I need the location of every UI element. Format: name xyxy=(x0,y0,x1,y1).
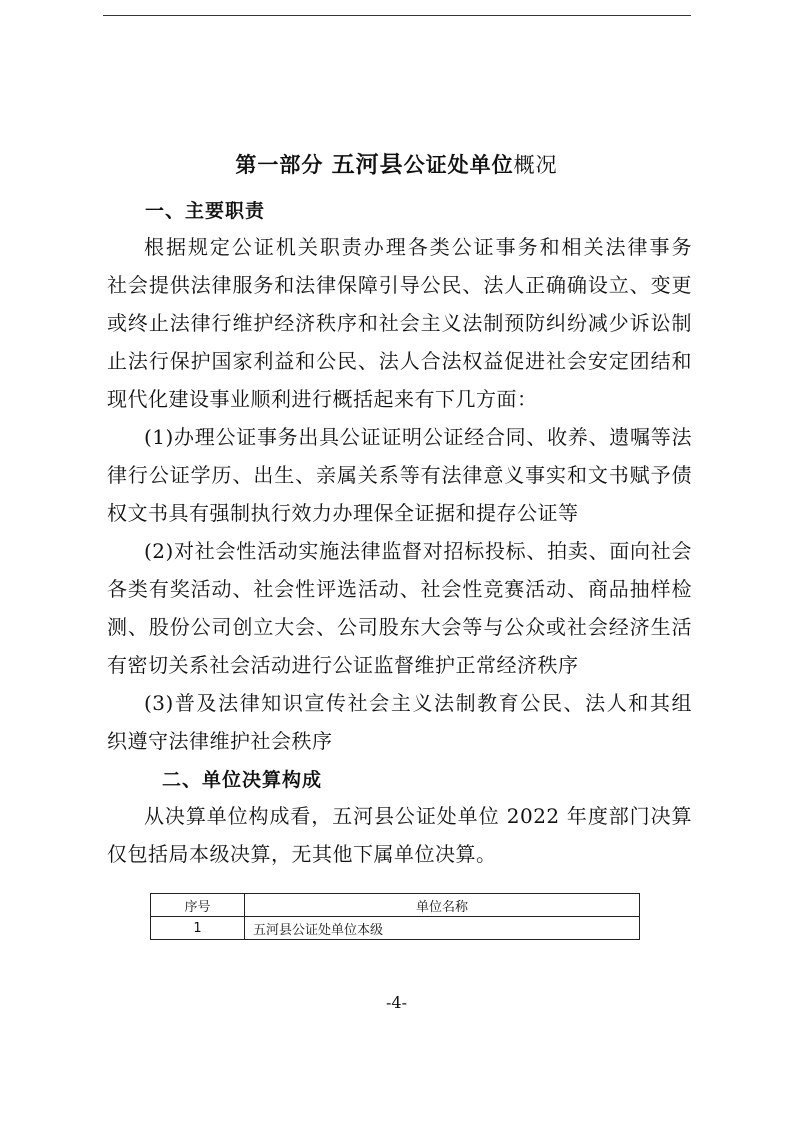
text-line: 权文书具有强制执行效力办理保全证据和提存公证等 xyxy=(107,501,579,525)
column-header-index: 序号 xyxy=(151,894,245,917)
title-prefix: 第一部分 xyxy=(235,153,324,177)
text-line: 社会提供法律服务和法律保障引导公民、法人正确确设立、变更 xyxy=(107,273,692,297)
text-line: 止法行保护国家利益和公民、法人合法权益促进社会安定团结和 xyxy=(107,349,692,373)
text-line: 测、股份公司创立大会、公司股东大会等与公众或社会经济生活 xyxy=(107,615,692,639)
cell-index: 1 xyxy=(151,917,245,940)
composition-text xyxy=(107,797,692,873)
column-header-unit-name: 单位名称 xyxy=(245,894,640,917)
text-line: (1)办理公证事务出具公证证明公证经合同、收养、遗嘱等法 xyxy=(144,425,692,449)
text-line: 根据规定公证机关职责办理各类公证事务和相关法律事务 xyxy=(144,235,692,259)
text-line: (2)对社会性活动实施法律监督对招标投标、拍卖、面向社会 xyxy=(144,539,692,563)
text-line: 织遵守法律维护社会秩序 xyxy=(107,729,333,753)
duties-text xyxy=(107,228,692,760)
text-line: 律行公证学历、出生、亲属关系等有法律意义事实和文书赋予债 xyxy=(107,463,692,487)
text-line: 有密切关系社会活动进行公证监督维护正常经济秩序 xyxy=(107,653,579,677)
table-row xyxy=(151,917,640,940)
page-title xyxy=(0,146,793,179)
page-number: -4- xyxy=(386,993,407,1012)
text-line: 从决算单位构成看，五河县公证处单位 2022 年度部门决算 xyxy=(144,804,692,828)
unit-table xyxy=(150,893,640,940)
title-suffix: 概况 xyxy=(513,153,558,177)
text-line: (3)普及法律知识宣传社会主义法制教育公民、法人和其组 xyxy=(144,691,692,715)
section-heading-duties: 一、主要职责 xyxy=(145,200,266,222)
title-suffix-bold: 公证处单位 xyxy=(403,153,514,177)
top-rule xyxy=(103,15,691,16)
section-heading-composition: 二、单位决算构成 xyxy=(162,769,323,791)
title-emphasis: 五河县 xyxy=(331,152,404,178)
text-line: 或终止法律行维护经济秩序和社会主义法制预防纠纷减少诉讼制 xyxy=(107,311,692,335)
cell-unit-name: 五河县公证处单位本级 xyxy=(245,917,640,940)
text-line: 各类有奖活动、社会性评选活动、社会性竞赛活动、商品抽样检 xyxy=(107,577,692,601)
text-line: 现代化建设事业顺利进行概括起来有下几方面： xyxy=(107,387,538,411)
text-line: 仅包括局本级决算，无其他下属单位决算。 xyxy=(107,842,497,866)
table-header-row xyxy=(151,894,640,917)
